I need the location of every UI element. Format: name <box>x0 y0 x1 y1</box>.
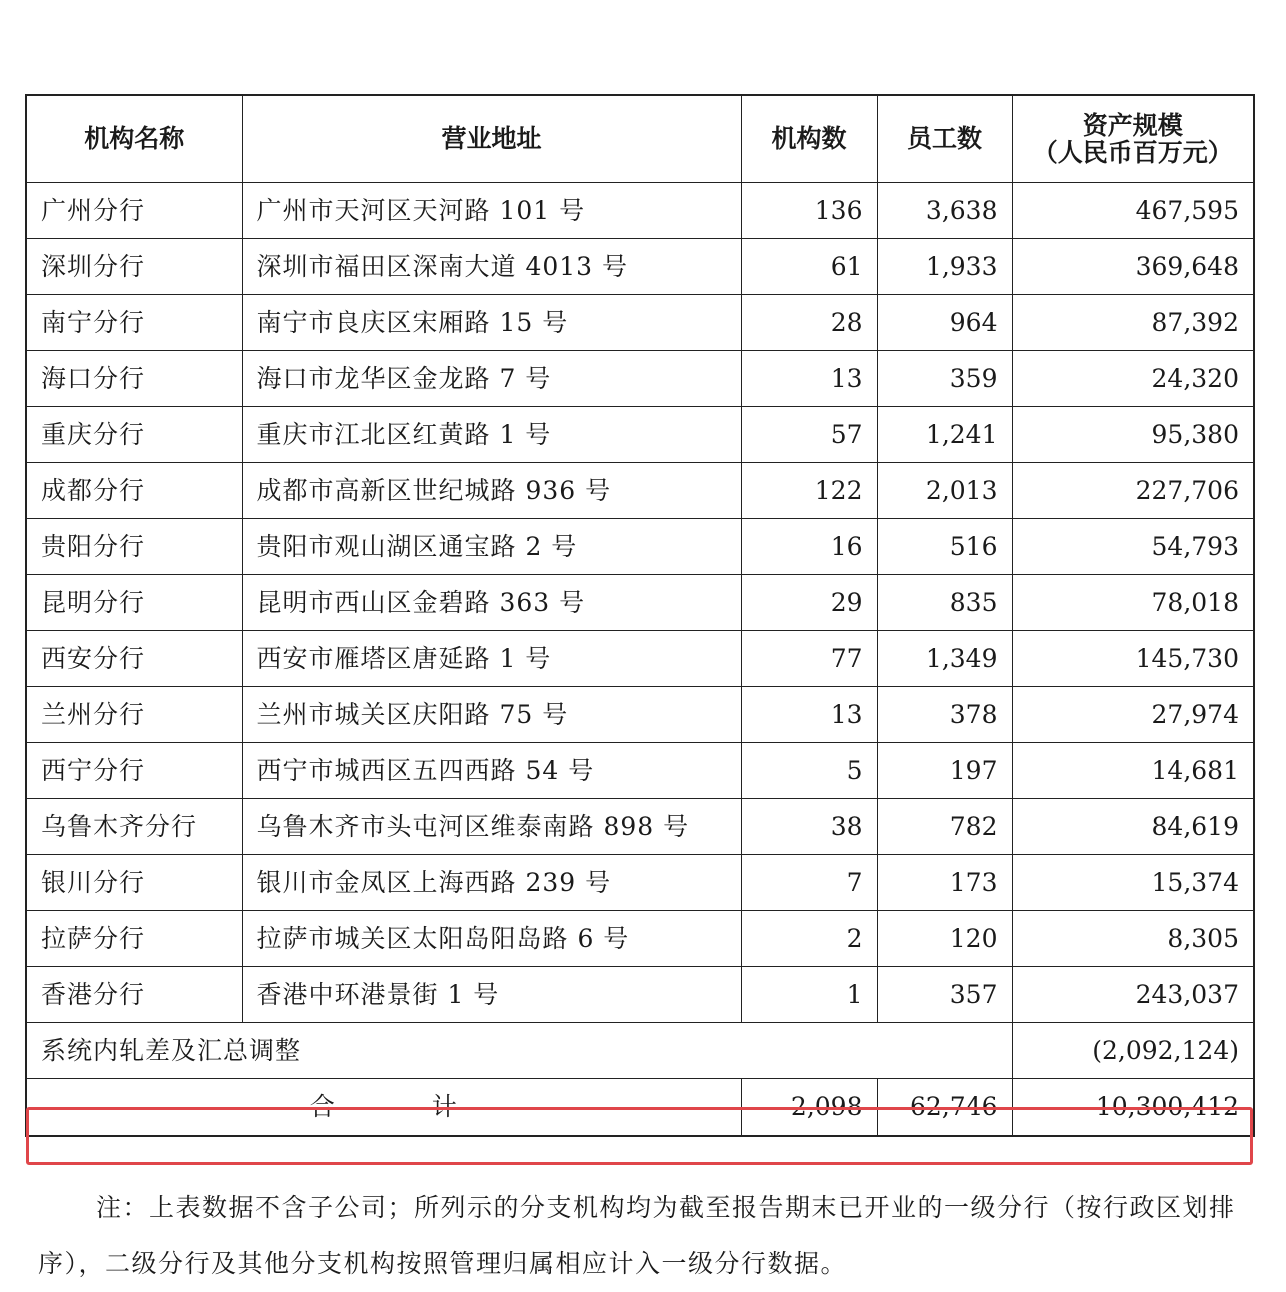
adjustment-row <box>26 1023 1254 1079</box>
branch-name: 西宁分行 <box>26 743 242 799</box>
employee-count: 2,013 <box>877 463 1012 519</box>
table-row <box>26 519 1254 575</box>
branch-address: 广州市天河区天河路 101 号 <box>242 183 741 239</box>
branch-name: 香港分行 <box>26 967 242 1023</box>
branch-count: 136 <box>741 183 877 239</box>
employee-count: 120 <box>877 911 1012 967</box>
asset-scale: 14,681 <box>1012 743 1254 799</box>
table-row <box>26 239 1254 295</box>
total-row <box>26 1079 1254 1137</box>
asset-scale: 84,619 <box>1012 799 1254 855</box>
asset-scale: 54,793 <box>1012 519 1254 575</box>
employee-count: 782 <box>877 799 1012 855</box>
branch-table <box>25 94 1255 1137</box>
branch-count: 2 <box>741 911 877 967</box>
asset-scale: 15,374 <box>1012 855 1254 911</box>
total-employees: 62,746 <box>877 1079 1012 1137</box>
header-row <box>26 95 1254 183</box>
employee-count: 378 <box>877 687 1012 743</box>
total-label-part2: 计 <box>431 1092 458 1122</box>
employee-count: 835 <box>877 575 1012 631</box>
branch-count: 29 <box>741 575 877 631</box>
asset-scale: 24,320 <box>1012 351 1254 407</box>
employee-count: 1,349 <box>877 631 1012 687</box>
table-row <box>26 407 1254 463</box>
branch-address: 银川市金凤区上海西路 239 号 <box>242 855 741 911</box>
branch-address: 乌鲁木齐市头屯河区维泰南路 898 号 <box>242 799 741 855</box>
asset-scale: 467,595 <box>1012 183 1254 239</box>
branch-name: 兰州分行 <box>26 687 242 743</box>
header-name: 机构名称 <box>26 95 242 183</box>
employee-count: 3,638 <box>877 183 1012 239</box>
asset-scale: 95,380 <box>1012 407 1254 463</box>
total-assets: 10,300,412 <box>1012 1079 1254 1137</box>
employee-count: 359 <box>877 351 1012 407</box>
branch-name: 海口分行 <box>26 351 242 407</box>
header-branches: 机构数 <box>741 95 877 183</box>
branch-name: 南宁分行 <box>26 295 242 351</box>
adjustment-assets: (2,092,124) <box>1012 1023 1254 1079</box>
header-assets <box>1012 95 1254 183</box>
table-body <box>26 183 1254 1023</box>
header-assets-title: 资产规模 <box>1082 110 1183 140</box>
branch-name: 昆明分行 <box>26 575 242 631</box>
table-row <box>26 463 1254 519</box>
employee-count: 964 <box>877 295 1012 351</box>
branch-address: 成都市高新区世纪城路 936 号 <box>242 463 741 519</box>
header-employees: 员工数 <box>877 95 1012 183</box>
branch-address: 拉萨市城关区太阳岛阳岛路 6 号 <box>242 911 741 967</box>
adjustment-label: 系统内轧差及汇总调整 <box>26 1023 1012 1079</box>
employee-count: 516 <box>877 519 1012 575</box>
branch-name: 乌鲁木齐分行 <box>26 799 242 855</box>
branch-address: 西安市雁塔区唐延路 1 号 <box>242 631 741 687</box>
employee-count: 1,933 <box>877 239 1012 295</box>
employee-count: 173 <box>877 855 1012 911</box>
table-row <box>26 911 1254 967</box>
branch-address: 重庆市江北区红黄路 1 号 <box>242 407 741 463</box>
branch-name: 西安分行 <box>26 631 242 687</box>
branch-address: 昆明市西山区金碧路 363 号 <box>242 575 741 631</box>
branch-address: 南宁市良庆区宋厢路 15 号 <box>242 295 741 351</box>
branch-count: 5 <box>741 743 877 799</box>
table-row <box>26 855 1254 911</box>
branch-count: 61 <box>741 239 877 295</box>
branch-count: 122 <box>741 463 877 519</box>
asset-scale: 243,037 <box>1012 967 1254 1023</box>
asset-scale: 27,974 <box>1012 687 1254 743</box>
total-label-part1: 合 <box>309 1092 336 1122</box>
asset-scale: 87,392 <box>1012 295 1254 351</box>
branch-count: 16 <box>741 519 877 575</box>
branch-count: 28 <box>741 295 877 351</box>
table-row <box>26 687 1254 743</box>
table-row <box>26 631 1254 687</box>
employee-count: 1,241 <box>877 407 1012 463</box>
branch-name: 广州分行 <box>26 183 242 239</box>
branch-count: 13 <box>741 687 877 743</box>
branch-address: 西宁市城西区五四西路 54 号 <box>242 743 741 799</box>
branch-address: 兰州市城关区庆阳路 75 号 <box>242 687 741 743</box>
asset-scale: 227,706 <box>1012 463 1254 519</box>
asset-scale: 78,018 <box>1012 575 1254 631</box>
branch-name: 银川分行 <box>26 855 242 911</box>
table-row <box>26 799 1254 855</box>
branch-name: 深圳分行 <box>26 239 242 295</box>
branch-name: 贵阳分行 <box>26 519 242 575</box>
total-label <box>26 1079 741 1137</box>
branch-address: 深圳市福田区深南大道 4013 号 <box>242 239 741 295</box>
table-row <box>26 351 1254 407</box>
branch-name: 拉萨分行 <box>26 911 242 967</box>
branch-name: 重庆分行 <box>26 407 242 463</box>
header-address: 营业地址 <box>242 95 741 183</box>
employee-count: 357 <box>877 967 1012 1023</box>
table-row <box>26 575 1254 631</box>
table-row <box>26 967 1254 1023</box>
total-branches: 2,098 <box>741 1079 877 1137</box>
branch-name: 成都分行 <box>26 463 242 519</box>
table-row <box>26 295 1254 351</box>
table-row <box>26 183 1254 239</box>
table-footnote: 注：上表数据不含子公司；所列示的分支机构均为截至报告期末已开业的一级分行（按行政区划排序），二级分行及其他分支机构按照管理归属相应计入一级分行数据。 <box>38 1193 1236 1278</box>
branch-count: 7 <box>741 855 877 911</box>
branch-count: 77 <box>741 631 877 687</box>
branch-count: 57 <box>741 407 877 463</box>
branch-count: 38 <box>741 799 877 855</box>
branch-address: 香港中环港景街 1 号 <box>242 967 741 1023</box>
asset-scale: 8,305 <box>1012 911 1254 967</box>
asset-scale: 145,730 <box>1012 631 1254 687</box>
header-assets-unit: （人民币百万元） <box>1032 138 1233 167</box>
asset-scale: 369,648 <box>1012 239 1254 295</box>
employee-count: 197 <box>877 743 1012 799</box>
branch-address: 海口市龙华区金龙路 7 号 <box>242 351 741 407</box>
branch-count: 13 <box>741 351 877 407</box>
branch-count: 1 <box>741 967 877 1023</box>
branch-address: 贵阳市观山湖区通宝路 2 号 <box>242 519 741 575</box>
table-row <box>26 743 1254 799</box>
